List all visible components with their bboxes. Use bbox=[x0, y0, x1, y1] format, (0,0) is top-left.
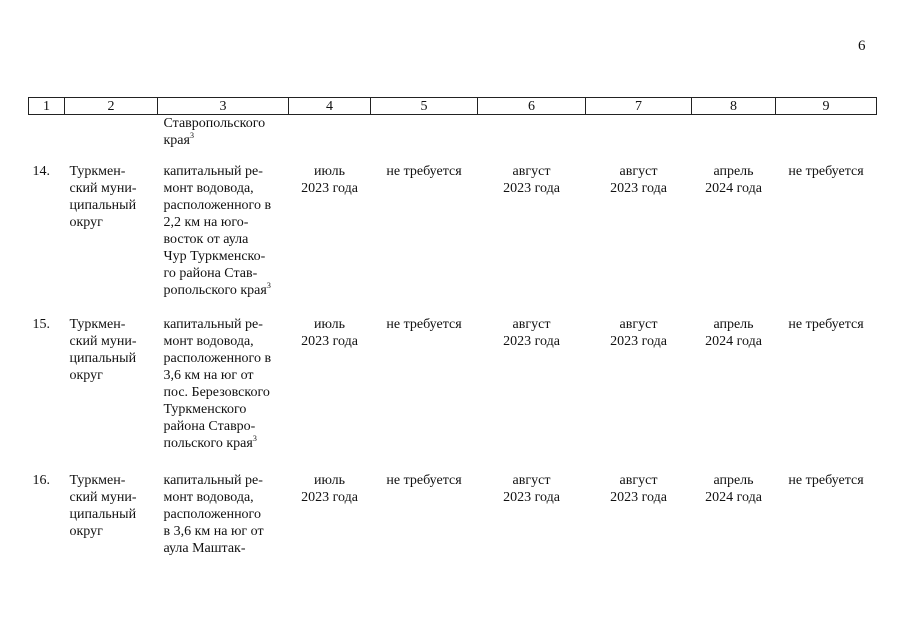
date-cell: август 2023 года bbox=[610, 317, 667, 349]
row-number: 14. bbox=[32, 164, 50, 179]
row-number: 15. bbox=[32, 317, 50, 332]
date-cell: апрель 2024 года bbox=[705, 164, 762, 196]
column-number: 5 bbox=[371, 98, 478, 115]
column-number: 3 bbox=[158, 98, 289, 115]
date-cell: август 2023 года bbox=[610, 164, 667, 196]
status-cell: не требуется bbox=[386, 317, 462, 332]
status-cell: не требуется bbox=[386, 164, 462, 179]
column-number: 8 bbox=[692, 98, 776, 115]
date-cell: август 2023 года bbox=[610, 473, 667, 505]
table-row bbox=[29, 163, 877, 316]
date-cell: август 2023 года bbox=[503, 164, 560, 196]
footnote-ref: 3 bbox=[266, 281, 271, 290]
status-cell: не требуется bbox=[386, 473, 462, 488]
date-cell: июль 2023 года bbox=[301, 164, 358, 196]
work-description: капитальный ре- монт водовода, расположенного в 3,6 км на юг от аула Маштак- bbox=[163, 473, 264, 556]
district-cell: Туркмен- ский муни- ципальный округ bbox=[69, 317, 137, 383]
district-cell: Туркмен- ский муни- ципальный округ bbox=[69, 473, 137, 539]
table-row bbox=[29, 316, 877, 472]
status-cell: не требуется bbox=[788, 317, 864, 332]
column-number: 6 bbox=[478, 98, 586, 115]
footnote-ref: 3 bbox=[252, 434, 257, 443]
date-cell: июль 2023 года bbox=[301, 317, 358, 349]
footnote-ref: 3 bbox=[189, 131, 194, 140]
schedule-table bbox=[28, 97, 877, 572]
date-cell: август 2023 года bbox=[503, 473, 560, 505]
column-number: 2 bbox=[65, 98, 158, 115]
column-number-header bbox=[29, 98, 877, 115]
district-cell: Туркмен- ский муни- ципальный округ bbox=[69, 164, 137, 230]
work-description: капитальный ре- монт водовода, расположенного в 3,6 км на юг от пос. Березовского Туркменского района Ставро- польского края$^3$ bbox=[163, 317, 272, 451]
continuation-row bbox=[29, 115, 877, 164]
work-description-continued: Ставропольского края$^3$ bbox=[163, 116, 266, 148]
table-row bbox=[29, 472, 877, 572]
date-cell: июль 2023 года bbox=[301, 473, 358, 505]
date-cell: август 2023 года bbox=[503, 317, 560, 349]
work-description: капитальный ре- монт водовода, расположенного в 2,2 км на юго- восток от аула Чур Туркменско- го района Став- ропольского края$^3$ bbox=[163, 164, 272, 298]
date-cell: апрель 2024 года bbox=[705, 317, 762, 349]
status-cell: не требуется bbox=[788, 164, 864, 179]
column-number: 1 bbox=[29, 98, 65, 115]
page-number: 6 bbox=[858, 38, 866, 54]
row-number: 16. bbox=[32, 473, 50, 488]
column-number: 4 bbox=[289, 98, 371, 115]
date-cell: апрель 2024 года bbox=[705, 473, 762, 505]
status-cell: не требуется bbox=[788, 473, 864, 488]
column-number: 9 bbox=[776, 98, 877, 115]
column-number: 7 bbox=[586, 98, 692, 115]
